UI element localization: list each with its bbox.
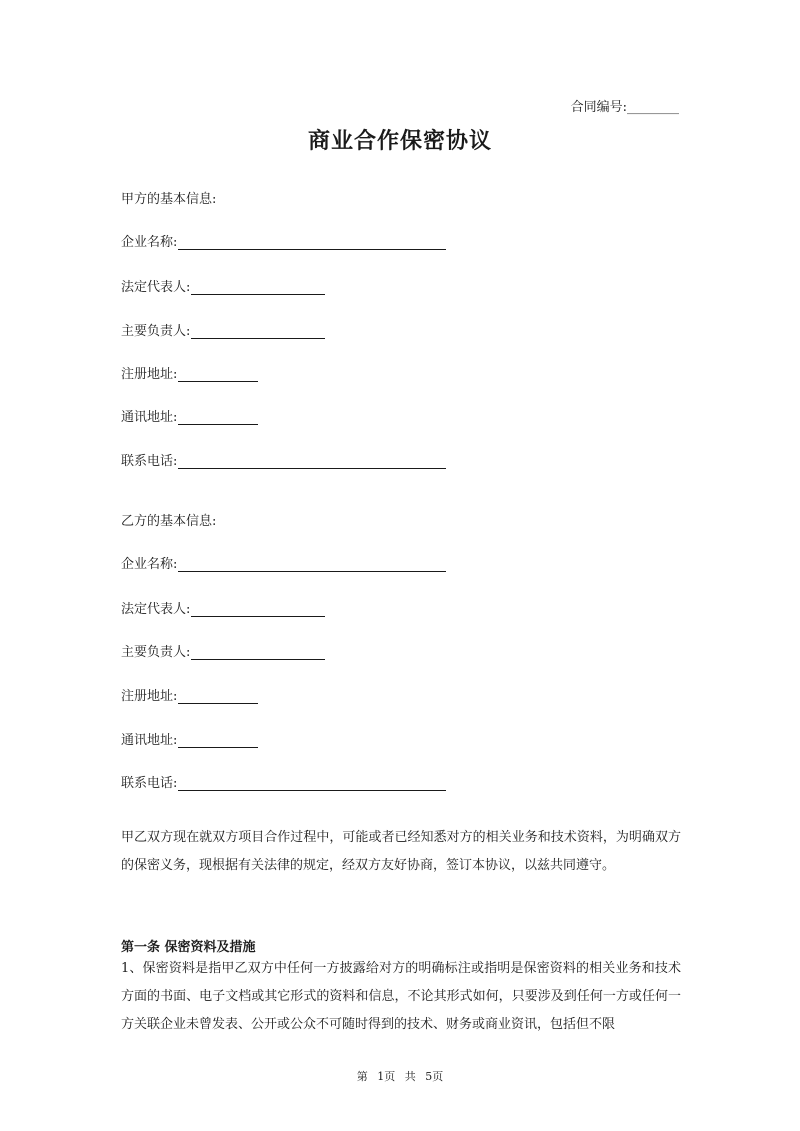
- field-label: 法定代表人:: [121, 280, 191, 295]
- field-label: 通讯地址:: [121, 733, 178, 748]
- fill-blank-line: [191, 602, 325, 617]
- fill-blank-line: [191, 645, 325, 660]
- party-b-mailing-address-field: [121, 729, 258, 748]
- field-label: 通讯地址:: [121, 410, 178, 425]
- field-label: 联系电话:: [121, 454, 178, 469]
- party-a-phone-field: [121, 450, 446, 469]
- party-b-registered-address-field: [121, 685, 258, 704]
- party-b-principal-field: [121, 641, 325, 660]
- fill-blank-line: [178, 367, 258, 382]
- field-label: 注册地址:: [121, 689, 178, 704]
- intro-paragraph: 甲乙双方现在就双方项目合作过程中，可能或者已经知悉对方的相关业务和技术资料，为明确双方的保密义务，现根据有关法律的规定，经双方友好协商，签订本协议，以兹共同遵守。: [121, 830, 681, 873]
- page-number-footer: 第 1页 共 5页: [356, 1070, 444, 1083]
- party-a-heading: 甲方的基本信息:: [121, 192, 217, 207]
- field-label: 注册地址:: [121, 367, 178, 382]
- contract-number-label: 合同编号:: [570, 100, 627, 115]
- party-b-heading: 乙方的基本信息:: [121, 514, 217, 529]
- contract-number: [571, 96, 679, 115]
- field-label: 企业名称:: [121, 557, 178, 572]
- party-a-legal-rep-field: [121, 276, 325, 295]
- party-b-legal-rep-field: [121, 598, 325, 617]
- fill-blank-line: [178, 557, 446, 572]
- party-b-company-name-field: [121, 553, 446, 572]
- party-b-phone-field: [121, 772, 446, 791]
- article-1-clause-1: 1、保密资料是指甲乙双方中任何一方披露给对方的明确标注或指明是保密资料的相关业务和技术方面的书面、电子文档或其它形式的资料和信息，不论其形式如何，只要涉及到任何一方或任何一方关联企业未曾发表、公开或公众不可随时得到的技术、财务或商业资讯，包括但不限: [121, 961, 681, 1032]
- field-label: 主要负责人:: [121, 324, 191, 339]
- fill-blank-line: [178, 454, 446, 469]
- fill-blank-line: [178, 410, 258, 425]
- party-a-registered-address-field: [121, 363, 258, 382]
- field-label: 主要负责人:: [121, 645, 191, 660]
- fill-blank-line: [191, 280, 325, 295]
- article-1-heading: 第一条 保密资料及措施: [121, 940, 256, 955]
- document-title: 商业合作保密协议: [307, 128, 492, 154]
- fill-blank-line: [178, 733, 258, 748]
- contract-number-blank: ________: [627, 100, 679, 115]
- field-label: 联系电话:: [121, 776, 178, 791]
- field-label: 法定代表人:: [121, 602, 191, 617]
- party-a-mailing-address-field: [121, 406, 258, 425]
- fill-blank-line: [191, 324, 325, 339]
- fill-blank-line: [178, 235, 446, 250]
- fill-blank-line: [178, 689, 258, 704]
- field-label: 企业名称:: [121, 235, 178, 250]
- party-a-principal-field: [121, 320, 325, 339]
- party-a-company-name-field: [121, 231, 446, 250]
- fill-blank-line: [178, 776, 446, 791]
